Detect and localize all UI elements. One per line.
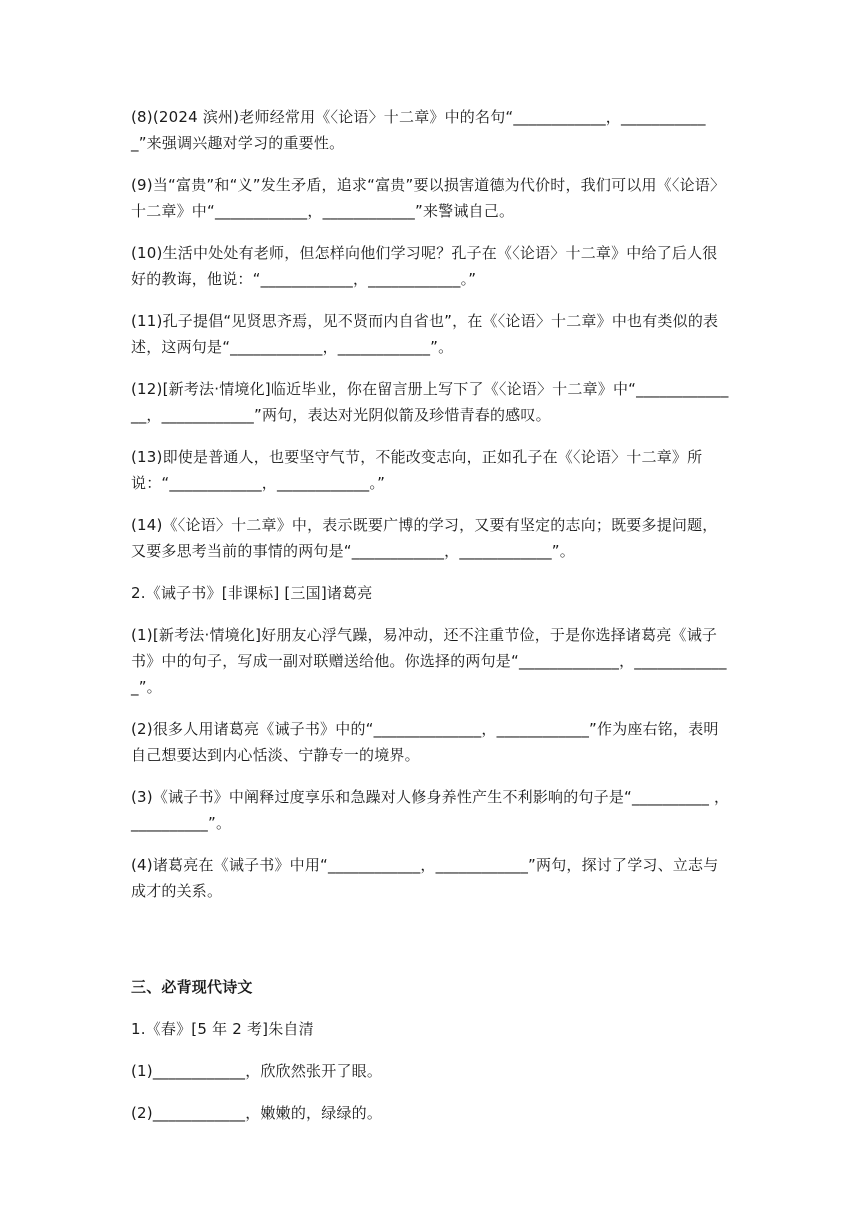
- question-9: (9)当“富贵”和“义”发生矛盾，追求“富贵”要以损害道德为代价时，我们可以用《〈论语〉十二章》中“____________，____________”来警诫自己。: [131, 176, 726, 220]
- question-8: (8)(2024 滨州)老师经常用《〈论语〉十二章》中的名句“____________，____________”来强调兴趣对学习的重要性。: [131, 108, 706, 152]
- question-13: (13)即使是普通人，也要坚守气节，不能改变志向，正如孔子在《〈论语〉十二章》所说：“____________，____________。”: [131, 448, 703, 492]
- jiezishu-question-3: (3)《诫子书》中阐释过度享乐和急躁对人修身养性产生不利影响的句子是“__________ ， __________”。: [131, 788, 730, 832]
- question-12: (12)[新考法·情境化]临近毕业，你在留言册上写下了《〈论语〉十二章》中“______________，____________”两句，表达对光阴似箭及珍惜青春的感叹。: [131, 380, 729, 424]
- jiezishu-question-4: (4)诸葛亮在《诫子书》中用“____________，____________”两句，探讨了学习、立志与成才的关系。: [131, 856, 719, 900]
- subsection-heading-jiezishu: 2.《诫子书》[非课标] [三国]诸葛亮: [131, 584, 373, 602]
- document-content: [131, 104, 731, 1142]
- chun-question-1: (1)____________，欣欣然张开了眼。: [131, 1062, 383, 1080]
- section-title-modern-poetry: 三、必背现代诗文: [131, 978, 253, 996]
- subsection-heading-chun: 1.《春》[5 年 2 考]朱自清: [131, 1020, 314, 1038]
- question-11: (11)孔子提倡“见贤思齐焉，见不贤而内自省也”，在《〈论语〉十二章》中也有类似的表述，这两句是“____________，____________”。: [131, 312, 719, 356]
- jiezishu-question-1: (1)[新考法·情境化]好朋友心浮气躁，易冲动，还不注重节俭，于是你选择诸葛亮《诫子书》中的句子，写成一副对联赠送给他。你选择的两句是“_____________，_____________”。: [131, 626, 727, 696]
- section-spacer: [131, 920, 731, 974]
- question-10: (10)生活中处处有老师，但怎样向他们学习呢？孔子在《〈论语〉十二章》中给了后人很好的教诲，他说：“____________，____________。”: [131, 244, 718, 288]
- jiezishu-question-2: (2)很多人用诸葛亮《诫子书》中的“______________，____________”作为座右铭，表明自己想要达到内心恬淡、宁静专一的境界。: [131, 720, 719, 764]
- chun-question-2: (2)____________，嫩嫩的，绿绿的。: [131, 1104, 383, 1122]
- question-14: (14)《〈论语〉十二章》中，表示既要广博的学习，又要有坚定的志向；既要多提问题，又要多思考当前的事情的两句是“____________，____________”。: [131, 516, 718, 560]
